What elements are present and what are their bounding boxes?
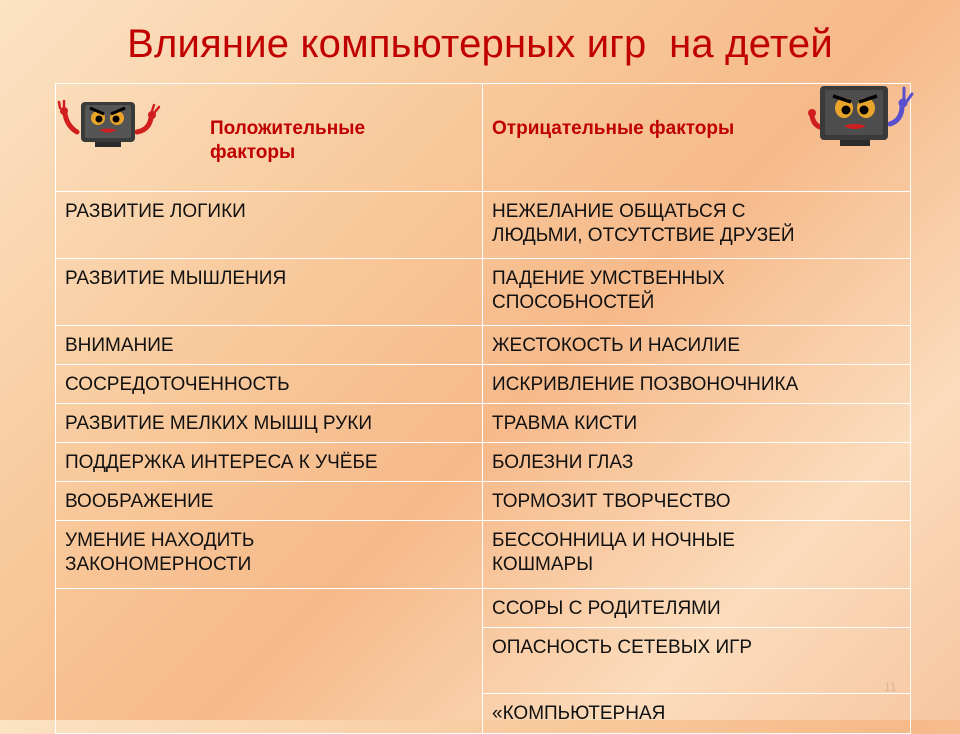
positive-cell: РАЗВИТИЕ МЫШЛЕНИЯ: [56, 259, 483, 326]
page-title: Влияние компьютерных игр на детей: [127, 22, 833, 66]
negative-cell: ССОРЫ С РОДИТЕЛЯМИ: [483, 589, 911, 628]
negative-cell: «КОМПЬЮТЕРНАЯ: [483, 694, 911, 734]
table-row: [56, 259, 911, 326]
table-header-row: [56, 84, 911, 192]
negative-cell: НЕЖЕЛАНИЕ ОБЩАТЬСЯ С ЛЮДЬМИ, ОТСУТСТВИЕ ДРУЗЕЙ: [483, 192, 911, 259]
positive-cell: ПОДДЕРЖКА ИНТЕРЕСА К УЧЁБЕ: [56, 443, 483, 482]
negative-cell: ПАДЕНИЕ УМСТВЕННЫХ СПОСОБНОСТЕЙ: [483, 259, 911, 326]
positive-cell: СОСРЕДОТОЧЕННОСТЬ: [56, 365, 483, 404]
negative-cell: БОЛЕЗНИ ГЛАЗ: [483, 443, 911, 482]
table-row: [56, 482, 911, 521]
negative-cell: ТРАВМА КИСТИ: [483, 404, 911, 443]
table-row: [56, 365, 911, 404]
positive-cell-empty: [56, 589, 483, 734]
positive-cell: ВООБРАЖЕНИЕ: [56, 482, 483, 521]
positive-cell: РАЗВИТИЕ МЕЛКИХ МЫШЦ РУКИ: [56, 404, 483, 443]
negative-cell: ЖЕСТОКОСТЬ И НАСИЛИЕ: [483, 326, 911, 365]
negative-cell: БЕССОННИЦА И НОЧНЫЕ КОШМАРЫ: [483, 521, 911, 589]
positive-cell: ВНИМАНИЕ: [56, 326, 483, 365]
factors-table: [55, 83, 911, 734]
page-number: 11: [884, 680, 897, 694]
header-positive-label: Положительные факторы: [210, 118, 366, 163]
table-row: [56, 192, 911, 259]
angry-monitor-mascot-icon: [55, 96, 165, 152]
header-negative-label: Отрицательные факторы: [492, 118, 735, 139]
table-row: [56, 589, 911, 628]
table-row: [56, 404, 911, 443]
negative-cell: ИСКРИВЛЕНИЕ ПОЗВОНОЧНИКА: [483, 365, 911, 404]
positive-cell: УМЕНИЕ НАХОДИТЬ ЗАКОНОМЕРНОСТИ: [56, 521, 483, 589]
negative-cell: ТОРМОЗИТ ТВОРЧЕСТВО: [483, 482, 911, 521]
table-row: [56, 443, 911, 482]
table-row: [56, 521, 911, 589]
angry-monitor-mascot-icon: [806, 84, 916, 150]
positive-cell: РАЗВИТИЕ ЛОГИКИ: [56, 192, 483, 259]
negative-cell: ОПАСНОСТЬ СЕТЕВЫХ ИГР: [483, 628, 911, 694]
table-row: [56, 326, 911, 365]
